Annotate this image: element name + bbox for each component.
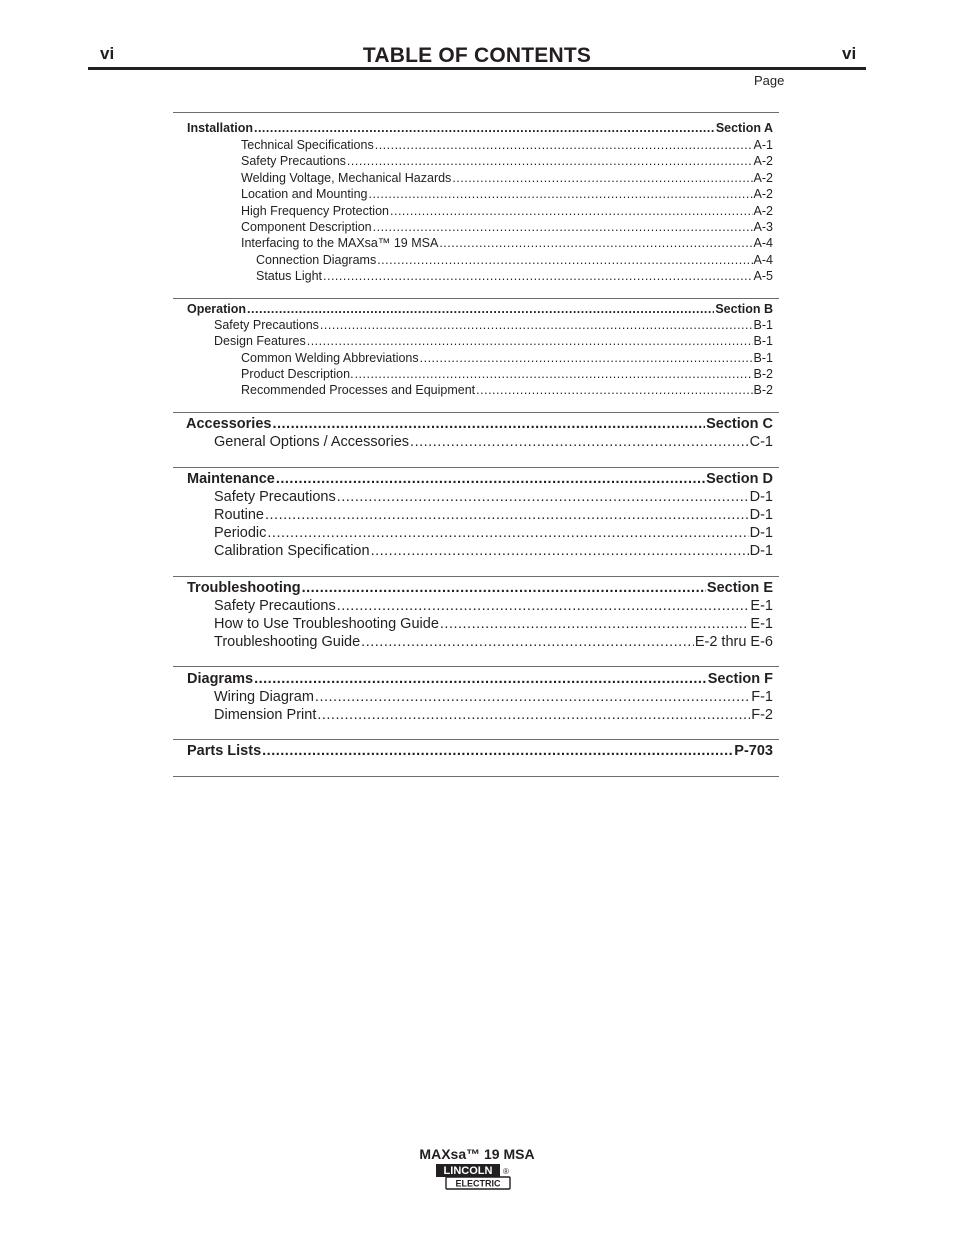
toc-item-page: A-2	[753, 204, 773, 218]
toc-item-label: Safety Precautions	[241, 154, 346, 168]
toc-section-installation[interactable]	[187, 121, 773, 135]
toc-item[interactable]	[214, 634, 773, 650]
toc-item-page: B-1	[753, 334, 773, 348]
toc-item[interactable]	[214, 434, 773, 450]
toc-item[interactable]	[241, 187, 773, 201]
toc-item-label: How to Use Troubleshooting Guide	[214, 616, 439, 632]
toc-item[interactable]	[241, 236, 773, 250]
footer-product-name: MAXsa™ 19 MSA	[419, 1146, 535, 1162]
toc-item-page: A-2	[753, 187, 773, 201]
toc-item[interactable]	[241, 383, 773, 397]
section-divider	[173, 112, 779, 113]
toc-item[interactable]	[214, 334, 773, 348]
toc-item-page: B-1	[753, 351, 773, 365]
toc-section-label: Maintenance	[187, 471, 275, 487]
toc-section-operation[interactable]	[187, 302, 773, 316]
toc-item-label: Status Light	[256, 269, 323, 283]
toc-item-label: Technical Specifications	[241, 138, 374, 152]
dot-leader	[347, 154, 753, 168]
toc-item-page: F-2	[751, 707, 773, 723]
toc-item-page: F-1	[751, 689, 773, 705]
toc-section-label: Accessories	[186, 416, 272, 432]
toc-section-label: Installation	[187, 121, 253, 135]
toc-section-accessories[interactable]	[186, 416, 773, 432]
logo-top-text: LINCOLN	[443, 1165, 493, 1178]
dot-leader	[390, 204, 753, 218]
toc-item-label: Safety Precautions	[214, 598, 336, 614]
toc-item[interactable]	[241, 138, 773, 152]
toc-item[interactable]	[214, 318, 773, 332]
toc-item[interactable]	[241, 367, 773, 381]
toc-section-maintenance[interactable]	[187, 471, 773, 487]
section-divider	[173, 666, 779, 667]
dot-leader	[410, 434, 749, 450]
page-column-label: Page	[754, 73, 785, 88]
dot-leader	[439, 236, 752, 250]
toc-item-page: C-1	[749, 434, 773, 450]
toc-item-label: Safety Precautions	[214, 318, 319, 332]
toc-item[interactable]	[214, 525, 773, 541]
toc-item[interactable]	[241, 351, 773, 365]
toc-item-page: D-1	[749, 489, 773, 505]
toc-item[interactable]	[214, 707, 773, 723]
toc-item[interactable]	[214, 507, 773, 523]
toc-section-label: Operation	[187, 302, 247, 316]
dot-leader	[307, 334, 753, 348]
dot-leader	[267, 525, 748, 541]
toc-item-label: Recommended Processes and Equipment	[241, 383, 476, 397]
toc-item-label: Component Description	[241, 220, 372, 234]
toc-section-page: Section E	[706, 580, 773, 596]
toc-item-label: Interfacing to the MAXsa™ 19 MSA	[241, 236, 439, 250]
section-divider	[173, 467, 779, 468]
toc-item-label: Location and Mounting	[241, 187, 368, 201]
toc-item-label: Periodic	[214, 525, 267, 541]
header-divider	[88, 67, 866, 70]
dot-leader	[272, 416, 705, 432]
dot-leader	[476, 383, 752, 397]
toc-item-page: A-5	[753, 269, 773, 283]
toc-item-label: High Frequency Protection	[241, 204, 389, 218]
toc-section-page: Section C	[706, 416, 773, 432]
dot-leader	[320, 318, 753, 332]
page-number-left: vi	[100, 44, 115, 63]
dot-leader	[377, 253, 752, 267]
toc-item-page: D-1	[749, 543, 773, 559]
toc-section-page: Section F	[707, 671, 773, 687]
toc-item[interactable]	[241, 204, 773, 218]
toc-section-diagrams[interactable]	[187, 671, 773, 687]
section-divider	[173, 412, 779, 413]
toc-item[interactable]	[214, 689, 773, 705]
toc-item-label: Wiring Diagram	[214, 689, 314, 705]
toc-item-page: A-2	[753, 154, 773, 168]
dot-leader	[323, 269, 753, 283]
toc-item[interactable]	[214, 616, 773, 632]
toc-item-label: Design Features	[214, 334, 306, 348]
toc-item-page: A-4	[753, 253, 773, 267]
dot-leader	[254, 671, 707, 687]
toc-item-page: B-2	[753, 383, 773, 397]
toc-section-label: Parts Lists	[187, 743, 262, 759]
section-divider	[173, 776, 779, 777]
dot-leader	[361, 634, 694, 650]
toc-item-label: Calibration Specification	[214, 543, 370, 559]
toc-item-label: Routine	[214, 507, 264, 523]
lincoln-electric-logo	[435, 1163, 513, 1191]
dot-leader	[317, 707, 750, 723]
toc-section-page: P-703	[734, 743, 773, 759]
dot-leader	[337, 489, 749, 505]
toc-section-page: Section B	[715, 302, 773, 316]
toc-item-page: A-3	[753, 220, 773, 234]
toc-item-label: Dimension Print	[214, 707, 317, 723]
dot-leader	[315, 689, 750, 705]
toc-item-page: E-1	[750, 598, 773, 614]
toc-section-troubleshooting[interactable]	[187, 580, 773, 596]
dot-leader	[355, 367, 753, 381]
toc-item-page: A-4	[753, 236, 773, 250]
toc-section-label: Diagrams	[187, 671, 254, 687]
section-divider	[173, 739, 779, 740]
toc-item[interactable]	[256, 253, 773, 267]
toc-item-label: Troubleshooting Guide	[214, 634, 361, 650]
toc-item[interactable]	[214, 543, 773, 559]
registered-mark: ®	[503, 1167, 509, 1176]
toc-item-page: A-2	[753, 171, 773, 185]
toc-item-page: D-1	[749, 507, 773, 523]
toc-item[interactable]	[214, 489, 773, 505]
toc-section-page: Section A	[715, 121, 773, 135]
toc-item-label: Safety Precautions	[214, 489, 336, 505]
toc-item[interactable]	[214, 598, 773, 614]
toc-item[interactable]	[256, 269, 773, 283]
toc-item-page: E-1	[750, 616, 773, 632]
toc-item[interactable]	[241, 220, 773, 234]
section-divider	[173, 298, 779, 299]
toc-item-page: D-1	[749, 525, 773, 541]
section-divider	[173, 576, 779, 577]
toc-item-page: B-2	[753, 367, 773, 381]
dot-leader	[368, 187, 752, 201]
page-title: TABLE OF CONTENTS	[362, 44, 592, 67]
dot-leader	[262, 743, 733, 759]
toc-section-label: Troubleshooting	[187, 580, 301, 596]
toc-item-label: Common Welding Abbreviations	[241, 351, 419, 365]
toc-item-label: General Options / Accessories	[214, 434, 410, 450]
dot-leader	[337, 598, 750, 614]
dot-leader	[265, 507, 749, 523]
dot-leader	[276, 471, 705, 487]
toc-item-page: A-1	[753, 138, 773, 152]
dot-leader	[375, 138, 753, 152]
toc-item[interactable]	[241, 171, 773, 185]
toc-section-parts-lists[interactable]	[187, 743, 773, 759]
toc-item-page: B-1	[753, 318, 773, 332]
toc-item-page: E-2 thru E-6	[694, 634, 773, 650]
toc-item-label: Welding Voltage, Mechanical Hazards	[241, 171, 452, 185]
toc-section-page: Section D	[706, 471, 773, 487]
dot-leader	[440, 616, 750, 632]
dot-leader	[452, 171, 752, 185]
page-number-right: vi	[842, 44, 857, 63]
toc-item-label: Product Description.	[241, 367, 354, 381]
dot-leader	[302, 580, 706, 596]
dot-leader	[247, 302, 714, 316]
dot-leader	[254, 121, 715, 135]
toc-item-label: Connection Diagrams	[256, 253, 377, 267]
dot-leader	[371, 543, 749, 559]
toc-item[interactable]	[241, 154, 773, 168]
dot-leader	[373, 220, 753, 234]
dot-leader	[420, 351, 753, 365]
logo-bottom-text: ELECTRIC	[455, 1178, 501, 1189]
